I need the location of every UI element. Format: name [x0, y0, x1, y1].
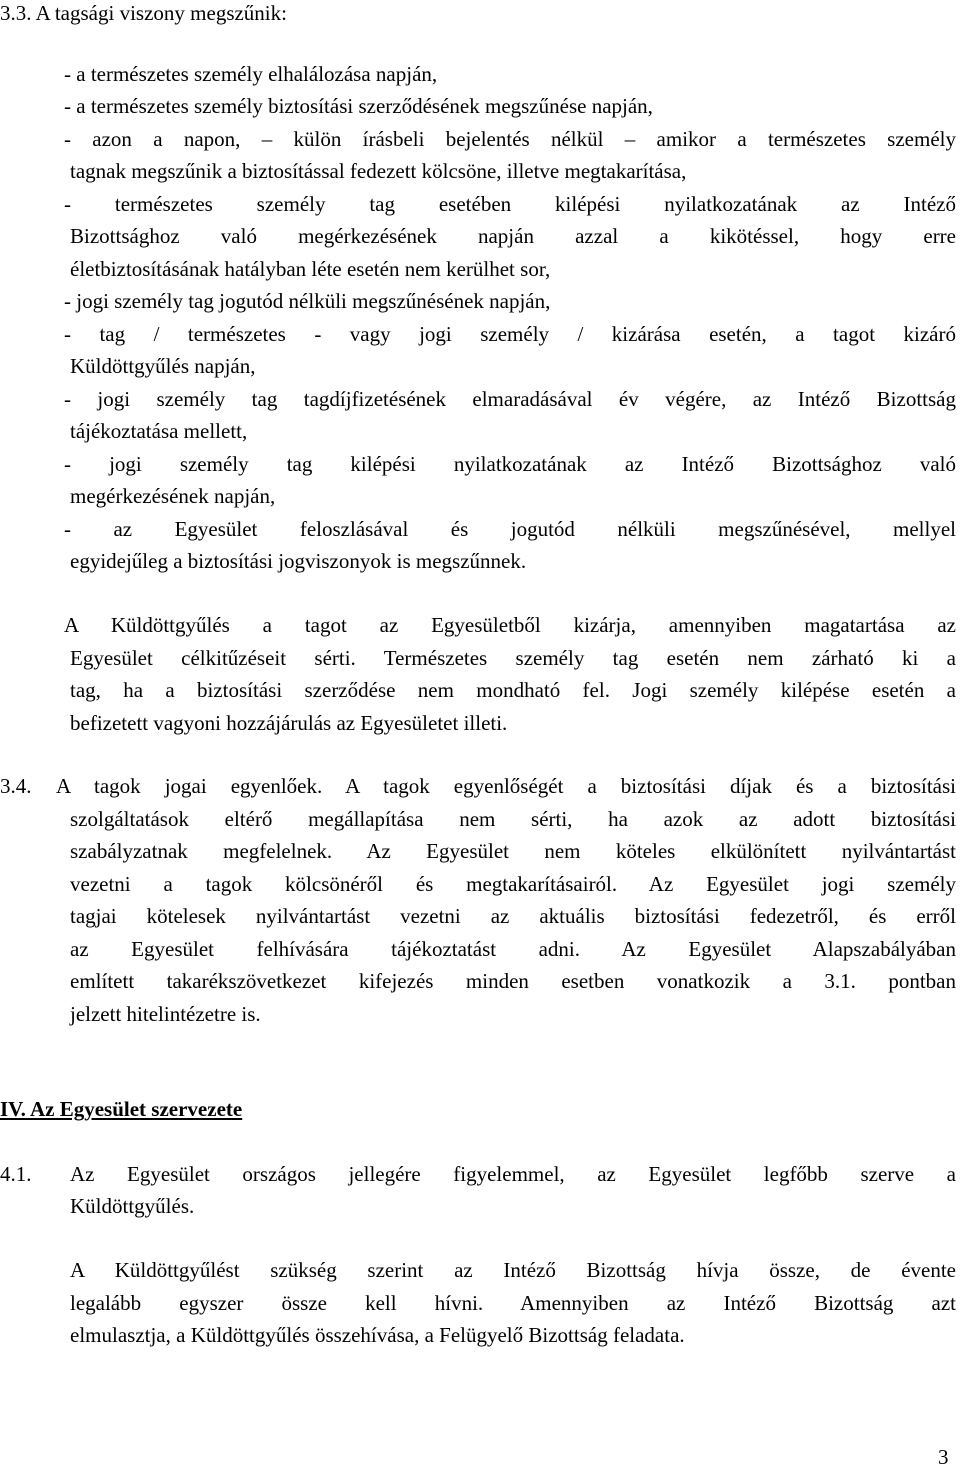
list-item: - jogi személy tag jogutód nélküli megszűnésének napján, — [64, 289, 551, 313]
paragraph-line: szolgáltatások eltérő megállapítása nem sérti, ha azok az adott biztosítási — [70, 807, 956, 831]
list-item-continuation: Bizottsághoz való megérkezésének napján azzal a kikötéssel, hogy erre — [70, 224, 956, 248]
paragraph-line: Egyesület célkitűzéseit sérti. Természetes személy tag esetén nem zárható ki a — [70, 646, 956, 670]
paragraph-line: A Küldöttgyűlést szükség szerint az Intéző Bizottság hívja össze, de évente — [70, 1258, 956, 1282]
chapter-heading: IV. Az Egyesület szervezete — [0, 1097, 243, 1121]
list-item-continuation: megérkezésének napján, — [70, 484, 276, 508]
section-3-4-number: 3.4. — [0, 774, 32, 798]
list-item: - a természetes személy elhalálozása napján, — [64, 62, 438, 86]
paragraph-line: az Egyesület felhívására tájékoztatást adni. Az Egyesület Alapszabályában — [70, 937, 956, 961]
list-item-continuation: életbiztosításának hatályban léte esetén nem kerülhet sor, — [70, 257, 551, 281]
paragraph-line: vezetni a tagok kölcsönéről és megtakarításairól. Az Egyesület jogi személy — [70, 872, 956, 896]
section-3-3-heading: 3.3. A tagsági viszony megszűnik: — [0, 1, 287, 25]
list-item: - az Egyesület feloszlásával és jogutód nélküli megszűnésével, mellyel — [64, 517, 956, 541]
paragraph-line: szabályzatnak megfelelnek. Az Egyesület nem köteles elkülönített nyilvántartást — [70, 839, 956, 863]
section-4-1-number: 4.1. — [0, 1162, 32, 1186]
paragraph-line: tag, ha a biztosítási szerződése nem mondható fel. Jogi személy kilépése esetén a — [70, 678, 956, 702]
page-number: 3 — [938, 1445, 949, 1469]
list-item-continuation: Küldöttgyűlés napján, — [70, 354, 256, 378]
paragraph-line: Küldöttgyűlés. — [70, 1194, 195, 1218]
paragraph-line: említett takarékszövetkezet kifejezés minden esetben vonatkozik a 3.1. pontban — [70, 969, 956, 993]
list-item: - azon a napon, – külön írásbeli bejelentés nélkül – amikor a természetes személy — [64, 127, 956, 151]
paragraph-line: A Küldöttgyűlés a tagot az Egyesületből kizárja, amennyiben magatartása az — [64, 613, 956, 637]
list-item-continuation: egyidejűleg a biztosítási jogviszonyok is megszűnnek. — [70, 549, 527, 573]
paragraph-line: jelzett hitelintézetre is. — [70, 1002, 261, 1026]
list-item: - természetes személy tag esetében kilépési nyilatkozatának az Intéző — [64, 192, 956, 216]
list-item-continuation: tagnak megszűnik a biztosítással fedezett kölcsöne, illetve megtakarítása, — [70, 159, 687, 183]
paragraph-line: elmulasztja, a Küldöttgyűlés összehívása, a Felügyelő Bizottság feladata. — [70, 1323, 685, 1347]
list-item-continuation: tájékoztatása mellett, — [70, 419, 248, 443]
paragraph-line: Az Egyesület országos jellegére figyelemmel, az Egyesület legfőbb szerve a — [70, 1162, 956, 1186]
list-item: - jogi személy tag kilépési nyilatkozatának az Intéző Bizottsághoz való — [64, 452, 956, 476]
list-item: - a természetes személy biztosítási szerződésének megszűnése napján, — [64, 94, 653, 118]
paragraph-line: tagjai kötelesek nyilvántartást vezetni az aktuális biztosítási fedezetről, és erről — [70, 904, 956, 928]
paragraph-line: legalább egyszer össze kell hívni. Amennyiben az Intéző Bizottság azt — [70, 1291, 956, 1315]
list-item: - jogi személy tag tagdíjfizetésének elmaradásával év végére, az Intéző Bizottság — [64, 387, 956, 411]
paragraph-line: A tagok jogai egyenlőek. A tagok egyenlőségét a biztosítási díjak és a biztosítási — [56, 774, 956, 798]
paragraph-line: befizetett vagyoni hozzájárulás az Egyesületet illeti. — [70, 711, 508, 735]
list-item: - tag / természetes - vagy jogi személy / kizárása esetén, a tagot kizáró — [64, 322, 956, 346]
